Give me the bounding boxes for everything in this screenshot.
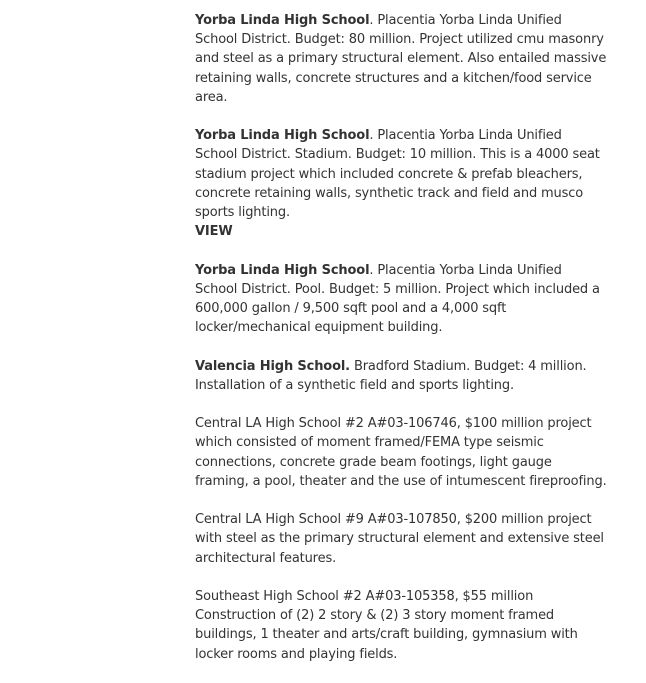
project-school-name: Valencia High School. xyxy=(195,358,350,374)
project-text: Southeast High School #2 A#03-105358, $55 million Construction of (2) 2 story & (2) 3 story moment framed buildings, 1 theater and arts/craft building, gymnasium with locker rooms and playing fields. xyxy=(195,589,578,662)
project-entry xyxy=(195,587,607,664)
project-entry xyxy=(195,414,607,491)
project-description: . Placentia Yorba Linda Unified School District. Pool. Budget: 5 million. Project which included a 600,000 gallon / 9,500 sqft pool and a 4,000 sqft locker/mechanical equipment building. xyxy=(195,262,600,336)
view-link[interactable]: VIEW xyxy=(195,224,233,240)
project-school-name: Yorba Linda High School xyxy=(195,128,370,144)
project-entry xyxy=(195,11,607,107)
project-description: . Placentia Yorba Linda Unified School District. Stadium. Budget: 10 million. This is a 4000 seat stadium project which included concrete & prefab bleachers, concrete retaining walls, synthetic track and field and musco sports lighting. xyxy=(195,128,600,221)
project-description: Bradford Stadium. Budget: 4 million. Installation of a synthetic field and sports lighting. xyxy=(195,358,587,393)
project-description: . Placentia Yorba Linda Unified School District. Budget: 80 million. Project utilized cmu masonry and steel as a primary structural element. Also entailed massive retaining walls, concrete structures and a kitchen/food service area. xyxy=(195,13,607,105)
project-school-name: Yorba Linda High School xyxy=(195,13,370,28)
project-entry xyxy=(195,261,607,338)
project-entry xyxy=(195,126,607,241)
project-entry xyxy=(195,510,607,568)
project-text: Central LA High School #2 A#03-106746, $100 million project which consisted of moment framed/FEMA type seismic connections, concrete grade beam footings, light gauge framing, a pool, theater and the use of intumescent fireproofing. xyxy=(195,416,607,489)
project-text: Central LA High School #9 A#03-107850, $200 million project with steel as the primary structural element and extensive steel architectural features. xyxy=(195,512,604,566)
project-entry xyxy=(195,357,607,395)
project-school-name: Yorba Linda High School xyxy=(195,262,370,278)
project-list xyxy=(195,11,607,683)
